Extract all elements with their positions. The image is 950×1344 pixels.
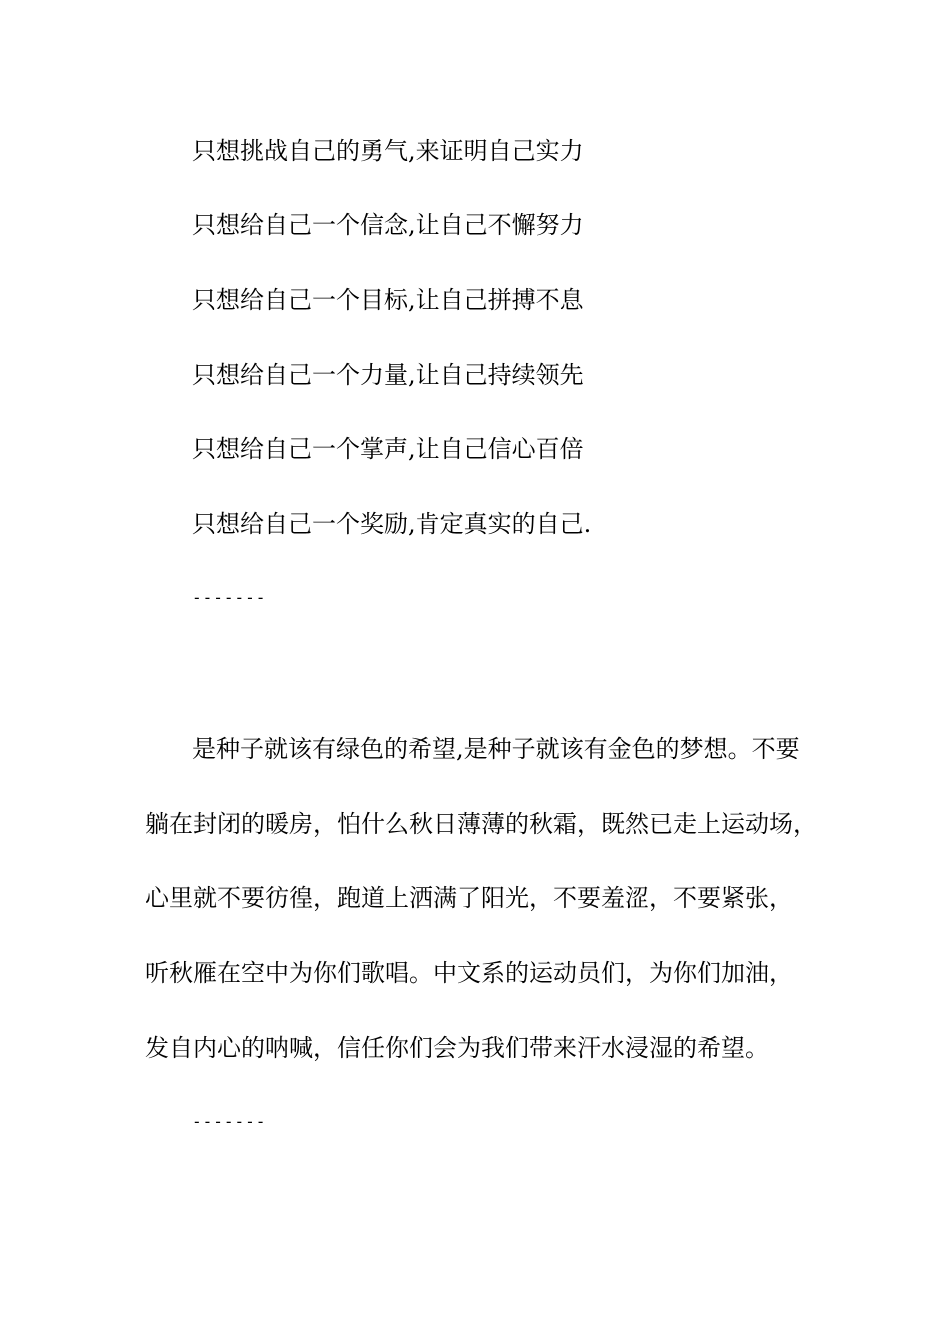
- paragraph-line: 心里就不要彷徨，跑道上洒满了阳光，不要羞涩，不要紧张，: [145, 884, 793, 912]
- poem-line: 只想给自己一个奖励,肯定真实的自己.: [192, 510, 592, 538]
- section-separator: -------: [192, 588, 267, 607]
- paragraph-line: 躺在封闭的暖房，怕什么秋日薄薄的秋霜，既然已走上运动场，: [145, 810, 817, 838]
- poem-line: 只想给自己一个目标,让自己拼搏不息: [192, 286, 584, 314]
- poem-line: 只想挑战自己的勇气,来证明自己实力: [192, 137, 584, 165]
- poem-line: 只想给自己一个力量,让自己持续领先: [192, 361, 584, 389]
- paragraph-line: 发自内心的呐喊，信任你们会为我们带来汗水浸湿的希望。: [145, 1034, 769, 1062]
- paragraph-line: 是种子就该有绿色的希望,是种子就该有金色的梦想。不要: [192, 735, 800, 763]
- poem-line: 只想给自己一个信念,让自己不懈努力: [192, 211, 584, 239]
- section-separator: -------: [192, 1112, 267, 1131]
- paragraph-line: 听秋雁在空中为你们歌唱。中文系的运动员们，为你们加油，: [145, 959, 793, 987]
- poem-line: 只想给自己一个掌声,让自己信心百倍: [192, 435, 584, 463]
